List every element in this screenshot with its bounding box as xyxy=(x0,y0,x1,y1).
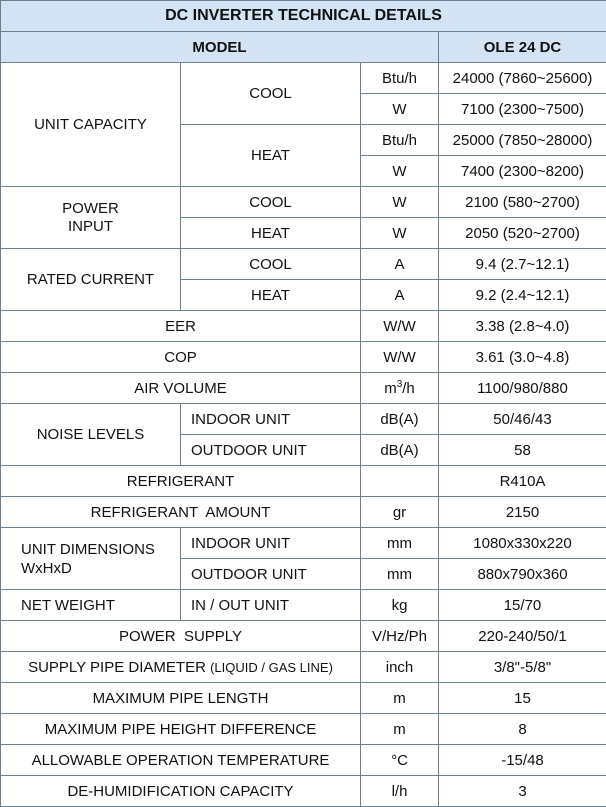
refrigerant-value: R410A xyxy=(439,466,606,497)
net-weight-label: NET WEIGHT xyxy=(1,590,181,621)
table-row xyxy=(1,621,606,652)
noise-outdoor-unit: dB(A) xyxy=(361,435,439,466)
table-row xyxy=(1,683,606,714)
net-weight-value: 15/70 xyxy=(439,590,606,621)
power-input-label-line1: POWER xyxy=(62,200,119,217)
unit-capacity-cool-btu-unit: Btu/h xyxy=(361,63,439,94)
refrigerant-unit xyxy=(361,466,439,497)
cop-label: COP xyxy=(1,342,361,373)
operation-temp-value: -15/48 xyxy=(439,745,606,776)
noise-indoor-unit: dB(A) xyxy=(361,404,439,435)
eer-unit: W/W xyxy=(361,311,439,342)
unit-capacity-cool-w-value: 7100 (2300~7500) xyxy=(439,94,606,125)
table-row xyxy=(1,63,606,94)
table-row xyxy=(1,187,606,218)
noise-indoor-label: INDOOR UNIT xyxy=(181,404,361,435)
table-row xyxy=(1,776,606,807)
table-row xyxy=(1,404,606,435)
power-input-heat-label: HEAT xyxy=(181,218,361,249)
model-value: OLE 24 DC xyxy=(439,32,606,63)
unit-capacity-heat-w-value: 7400 (2300~8200) xyxy=(439,156,606,187)
power-input-cool-unit: W xyxy=(361,187,439,218)
table-row xyxy=(1,373,606,404)
refrigerant-amount-label: REFRIGERANT AMOUNT xyxy=(1,497,361,528)
dehumidification-unit: l/h xyxy=(361,776,439,807)
unit-dimensions-label-line1: UNIT DIMENSIONS xyxy=(21,541,155,558)
dimensions-outdoor-label: OUTDOOR UNIT xyxy=(181,559,361,590)
net-weight-sub-label: IN / OUT UNIT xyxy=(181,590,361,621)
table-row xyxy=(1,249,606,280)
unit-capacity-label: UNIT CAPACITY xyxy=(1,63,181,187)
power-input-label-line2: INPUT xyxy=(68,218,113,235)
power-input-cool-label: COOL xyxy=(181,187,361,218)
power-input-heat-unit: W xyxy=(361,218,439,249)
dimensions-outdoor-unit: mm xyxy=(361,559,439,590)
supply-pipe-value: 3/8"-5/8" xyxy=(439,652,606,683)
rated-current-heat-label: HEAT xyxy=(181,280,361,311)
refrigerant-label: REFRIGERANT xyxy=(1,466,361,497)
table-row xyxy=(1,342,606,373)
unit-capacity-heat-btu-value: 25000 (7850~28000) xyxy=(439,125,606,156)
unit-capacity-heat-btu-unit: Btu/h xyxy=(361,125,439,156)
rated-current-heat-value: 9.2 (2.4~12.1) xyxy=(439,280,606,311)
refrigerant-amount-unit: gr xyxy=(361,497,439,528)
unit-capacity-heat-w-unit: W xyxy=(361,156,439,187)
air-volume-unit-base: m xyxy=(384,380,397,397)
table-row xyxy=(1,311,606,342)
air-volume-value: 1100/980/880 xyxy=(439,373,606,404)
eer-label: EER xyxy=(1,311,361,342)
refrigerant-amount-value: 2150 xyxy=(439,497,606,528)
operation-temp-label: ALLOWABLE OPERATION TEMPERATURE xyxy=(1,745,361,776)
table-title: DC INVERTER TECHNICAL DETAILS xyxy=(1,1,606,32)
unit-capacity-cool-btu-value: 24000 (7860~25600) xyxy=(439,63,606,94)
table-row xyxy=(1,466,606,497)
air-volume-unit xyxy=(361,373,439,404)
dimensions-indoor-label: INDOOR UNIT xyxy=(181,528,361,559)
unit-capacity-cool-label: COOL xyxy=(181,63,361,125)
max-pipe-length-label: MAXIMUM PIPE LENGTH xyxy=(1,683,361,714)
power-input-heat-value: 2050 (520~2700) xyxy=(439,218,606,249)
power-supply-value: 220-240/50/1 xyxy=(439,621,606,652)
noise-indoor-value: 50/46/43 xyxy=(439,404,606,435)
dimensions-indoor-value: 1080x330x220 xyxy=(439,528,606,559)
air-volume-unit-sup: 3 xyxy=(397,379,403,390)
net-weight-unit: kg xyxy=(361,590,439,621)
power-input-cool-value: 2100 (580~2700) xyxy=(439,187,606,218)
supply-pipe-label xyxy=(1,652,361,683)
table-row xyxy=(1,497,606,528)
max-pipe-length-value: 15 xyxy=(439,683,606,714)
max-pipe-length-unit: m xyxy=(361,683,439,714)
power-supply-unit: V/Hz/Ph xyxy=(361,621,439,652)
max-pipe-height-unit: m xyxy=(361,714,439,745)
cop-value: 3.61 (3.0~4.8) xyxy=(439,342,606,373)
power-supply-label: POWER SUPPLY xyxy=(1,621,361,652)
dimensions-outdoor-value: 880x790x360 xyxy=(439,559,606,590)
table-row xyxy=(1,590,606,621)
table-row xyxy=(1,652,606,683)
unit-capacity-cool-w-unit: W xyxy=(361,94,439,125)
noise-levels-label: NOISE LEVELS xyxy=(1,404,181,466)
rated-current-heat-unit: A xyxy=(361,280,439,311)
supply-pipe-label-main: SUPPLY PIPE DIAMETER xyxy=(28,659,206,676)
model-label: MODEL xyxy=(1,32,439,63)
power-input-label xyxy=(1,187,181,249)
table-row xyxy=(1,745,606,776)
air-volume-unit-tail: /h xyxy=(402,380,415,397)
model-row xyxy=(1,32,606,63)
unit-capacity-heat-label: HEAT xyxy=(181,125,361,187)
noise-outdoor-label: OUTDOOR UNIT xyxy=(181,435,361,466)
noise-outdoor-value: 58 xyxy=(439,435,606,466)
table-row xyxy=(1,714,606,745)
unit-dimensions-label-line2: WxHxD xyxy=(21,560,72,577)
dimensions-indoor-unit: mm xyxy=(361,528,439,559)
eer-value: 3.38 (2.8~4.0) xyxy=(439,311,606,342)
dehumidification-label: DE-HUMIDIFICATION CAPACITY xyxy=(1,776,361,807)
unit-dimensions-label xyxy=(1,528,181,590)
rated-current-cool-unit: A xyxy=(361,249,439,280)
supply-pipe-label-small: (LIQUID / GAS LINE) xyxy=(210,660,333,675)
title-row xyxy=(1,1,606,32)
air-volume-label: AIR VOLUME xyxy=(1,373,361,404)
rated-current-cool-value: 9.4 (2.7~12.1) xyxy=(439,249,606,280)
max-pipe-height-label: MAXIMUM PIPE HEIGHT DIFFERENCE xyxy=(1,714,361,745)
max-pipe-height-value: 8 xyxy=(439,714,606,745)
dehumidification-value: 3 xyxy=(439,776,606,807)
table-row xyxy=(1,528,606,559)
operation-temp-unit: °C xyxy=(361,745,439,776)
rated-current-cool-label: COOL xyxy=(181,249,361,280)
supply-pipe-unit: inch xyxy=(361,652,439,683)
cop-unit: W/W xyxy=(361,342,439,373)
rated-current-label: RATED CURRENT xyxy=(1,249,181,311)
